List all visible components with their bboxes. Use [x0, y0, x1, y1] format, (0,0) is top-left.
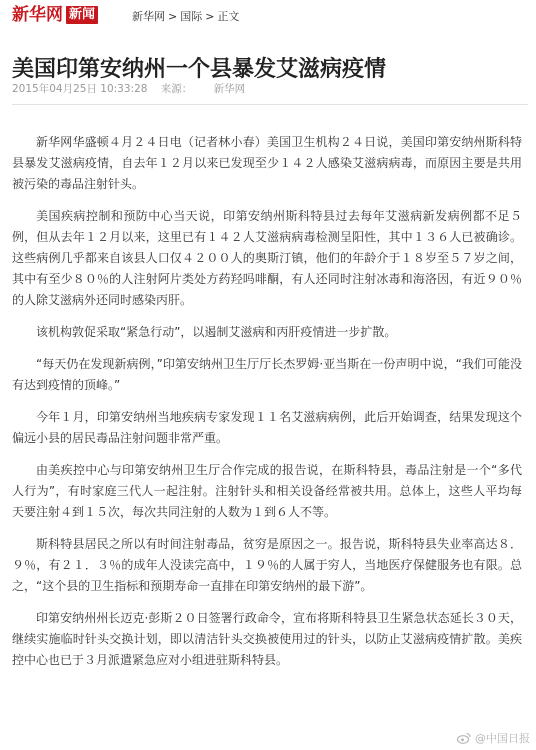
breadcrumb-home[interactable]: 新华网 [132, 10, 165, 23]
breadcrumb-international[interactable]: 国际 [180, 10, 203, 23]
logo-badge: 新闻 [66, 6, 98, 24]
article-paragraph: 新华网华盛顿４月２４日电（记者林小春）美国卫生机构２４日说，美国印第安纳州斯科特县暴发艾滋病疫情，自去年１２月以来已发现至少１４２人感染艾滋病病毒，而原因主要是共用被污染的毒品注射针头。 [12, 135, 522, 191]
article-paragraph: 印第安纳州州长迈克·彭斯２０日签署行政命令，宣布将斯科特县卫生紧急状态延长３０天，继续实施临时针头交换计划，即以清洁针头交换被使用过的针头，以防止艾滋病疫情扩散。美疾控中心也已于３月派遣紧急应对小组进驻斯科特县。 [12, 611, 522, 667]
site-header [0, 0, 536, 30]
article-title: 美国印第安纳州一个县暴发艾滋病疫情 [12, 56, 387, 82]
breadcrumb-separator: > [205, 10, 215, 23]
article-paragraph: 美国疾病控制和预防中心当天说，印第安纳州斯科特县过去每年艾滋病新发病例都不足５例，但从去年１２月以来，这里已有１４２人艾滋病病毒检测呈阳性，其中１３６人已被确诊。这些病例几乎都来自该县人口仅４２００人的奥斯汀镇，他们的年龄介于１８岁至５７岁之间，其中有至少８０％的人注射阿片类处方药羟吗啡酮，有人还同时注射冰毒和海洛因，有近９０％的人除艾滋病外还同时感染丙肝。 [12, 209, 522, 307]
article-source[interactable]: 新华网 [213, 83, 246, 95]
weibo-icon [457, 732, 471, 744]
site-logo[interactable] [12, 5, 98, 25]
divider [12, 104, 528, 105]
article-paragraph: “每天仍在发现新病例，”印第安纳州卫生厅厅长杰罗姆·亚当斯在一份声明中说，“我们可能没有达到疫情的顶峰。” [12, 357, 522, 392]
article-paragraph: 由美疾控中心与印第安纳州卫生厅合作完成的报告说，在斯科特县，毒品注射是一个“多代人行为”，有时家庭三代人一起注射。注射针头和相关设备经常被共用。总体上，这些人平均每天要注射４到１５次，每次共同注射的人数为１到６人不等。 [12, 463, 522, 519]
breadcrumb [132, 10, 239, 24]
breadcrumb-separator: > [168, 10, 178, 23]
watermark-text: @中国日报 [475, 732, 530, 745]
breadcrumb-current: 正文 [217, 10, 240, 23]
logo-text: 新华网 [12, 5, 63, 25]
article-body [12, 132, 522, 682]
source-label: 来源： [160, 83, 193, 95]
article-paragraph: 今年１月，印第安纳州当地疾病专家发现１１名艾滋病病例，此后开始调查，结果发现这个偏远小县的居民毒品注射问题非常严重。 [12, 410, 522, 445]
watermark [457, 730, 530, 746]
article-timestamp: 2015年04月25日 10:33:28 [12, 83, 148, 95]
article-paragraph: 斯科特县居民之所以有时间注射毒品，贫穷是原因之一。报告说，斯科特县失业率高达８．９％，有２１．３％的成年人没读完高中，１９％的人属于穷人，当地医疗保健服务也有限。总之，“这个县的卫生指标和预期寿命一直排在印第安纳州的最下游”。 [12, 537, 522, 593]
article-meta [12, 82, 255, 96]
article-paragraph: 该机构敦促采取“紧急行动”，以遏制艾滋病和丙肝疫情进一步扩散。 [36, 325, 397, 339]
